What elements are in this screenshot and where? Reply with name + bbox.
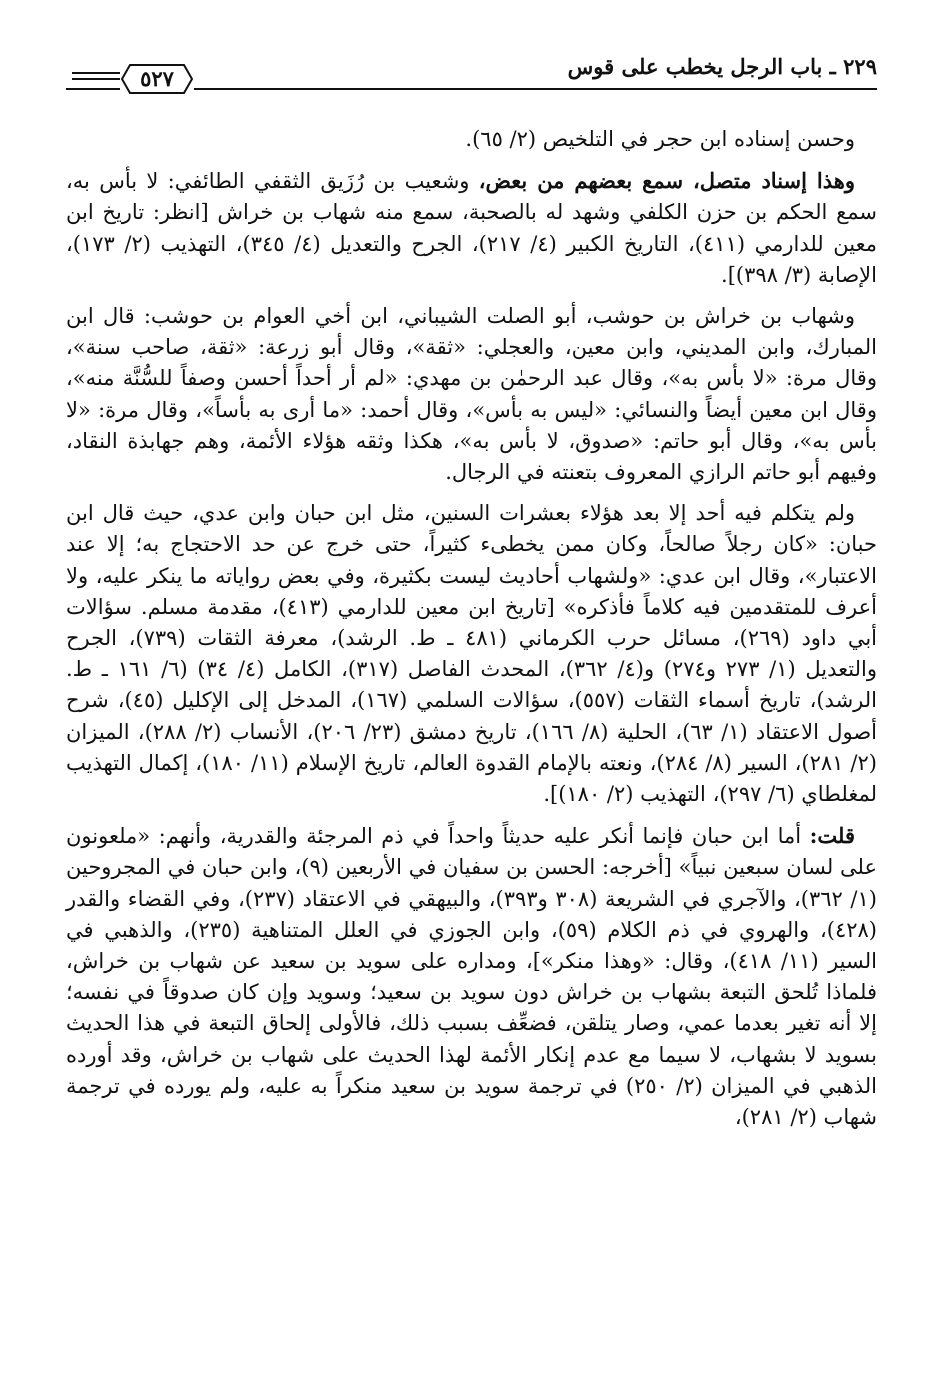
paragraph-text: ولم يتكلم فيه أحد إلا بعد هؤلاء بعشرات السنين، مثل ابن حبان وابن عدي، حيث قال ابن حبان: «كان رجلاً صالحاً، وكان ممن يخطىء كثيراً، حتى خرج عن حد الاحتجاج به؛ إلا عند الاعتبار»، وقال ابن عدي: «ولشهاب أحاديث ليست بكثيرة، وفي بعض رواياته ما ينكر عليه، ولا أعرف للمتقدمين فيه كلاماً فأذكره» [تاريخ ابن معين للدارمي (٤١٣)، مقدمة مسلم. سؤالات أبي داود (٢٦٩)، مسائل حرب الكرماني (٤٨١ ـ ط. الرشد)، معرفة الثقات (٧٣٩)، الجرح والتعديل (١/ ٢٧٣ و٢٧٤) و(٤/ ٣٦٢)، المحدث الفاصل (٣١٧)، الكامل (٤/ ٣٤) (٦/ ١٦١ ـ ط. الرشد)، تاريخ أسماء الثقات (٥٥٧)، سؤالات السلمي (١٦٧)، المدخل إلى الإكليل (٤٥)، شرح أصول الاعتقاد (١/ ٦٣)، الحلية (٨/ ١٦٦)، تاريخ دمشق (٢٣/ ٢٠٦)، الأنساب (٢/ ٢٨٨)، الميزان (٢/ ٢٨١)، السير (٨/ ٢٨٤)، ونعته بالإمام القدوة العالم، تاريخ الإسلام (١١/ ١٨٠)، إكمال التهذيب لمغلطاي (٦/ ٢٩٧)، التهذيب (٢/ ١٨٠)]. [66,501,878,807]
running-header [66,44,877,96]
paragraph-4 [66,498,877,810]
ornament-lines [72,72,120,84]
paragraph-3 [66,301,877,488]
ornament-line [72,78,120,80]
ornament-line [72,72,120,74]
paragraph-text: وشعيب بن رُزَيق الثقفي الطائفي: لا بأس به، سمع الحكم بن حزن الكلفي وشهد له بالصحبة، سمع منه شهاب بن خراش [انظر: تاريخ ابن معين للدارمي (٤١١)، التاريخ الكبير (٤/ ٢١٧)، الجرح والتعديل (٤/ ٣٤٥)، التهذيب (٢/ ١٧٣)، الإصابة (٣/ ٣٩٨)]. [66,169,877,287]
body-text [66,124,877,1143]
paragraph-5 [66,820,877,1133]
page-number: ٥٢٧ [140,66,174,91]
page [66,44,877,1374]
paragraph-text: أما ابن حبان فإنما أنكر عليه حديثاً واحداً في ذم المرجئة والقدرية، وأنهم: «ملعونون على لسان سبعين نبياً» [أخرجه: الحسن بن سفيان في الأربعين (٩)، وابن حبان في المجروحين (١/ ٣٦٢)، والآجري في الشريعة (٣٠٨ و٣٩٣)، والبيهقي في الاعتقاد (٢٣٧)، وفي القضاء والقدر (٤٢٨)، والهروي في ذم الكلام (٥٩)، وابن الجوزي في العلل المتناهية (٢٣٥)، والذهبي في السير (١١/ ٤١٨)، وقال: «وهذا منكر»]، ومداره على سويد بن سعيد عن شهاب بن خراش، فلماذا تُلحق التبعة بشهاب بن خراش دون سويد بن سعيد؛ وسويد وإن كان صدوقاً في نفسه؛ إلا أنه تغير بعدما عمي، وصار يتلقن، فضعِّف بسبب ذلك، فالأولى إلحاق التبعة في هذا الحديث بسويد لا بشهاب، لا سيما مع عدم إنكار الأئمة لهذا الحديث على شهاب بن خراش، وقد أورده الذهبي في الميزان (٢/ ٢٥٠) في ترجمة سويد بن سعيد منكراً به عليه، ولم يورده في ترجمة شهاب (٢/ ٢٨١)، [66,824,877,1130]
page-number-badge [120,62,194,96]
paragraph-lead: وهذا إسناد متصل، سمع بعضهم من بعض، [478,168,855,194]
paragraph-text: وحسن إسناده ابن حجر في التلخيص (٢/ ٦٥). [465,127,855,151]
paragraph-lead: قلت: [809,823,855,849]
paragraph-text: وشهاب بن خراش بن حوشب، أبو الصلت الشيباني، ابن أخي العوام بن حوشب: قال ابن المبارك، وابن المديني، وابن معين، والعجلي: «ثقة»، وقال أبو زرعة: «ثقة، صاحب سنة»، وقال مرة: «لا بأس به»، وقال عبد الرحمٰن بن مهدي: «لم أر أحداً أحسن وصفاً للسُّنَّة منه»، وقال ابن معين أيضاً والنسائي: «ليس به بأس»، وقال أحمد: «ما أرى به بأساً»، وقال مرة: «لا بأس به»، وقال أبو حاتم: «صدوق، لا بأس به»، هكذا وثقه هؤلاء الأئمة، وهم جهابذة النقاد، وفيهم أبو حاتم الرازي المعروف بتعنته في الرجال. [66,304,877,485]
chapter-title: ٢٢٩ ـ باب الرجل يخطب على قوس [567,54,877,79]
paragraph-1 [66,124,877,155]
paragraph-2 [66,165,877,291]
